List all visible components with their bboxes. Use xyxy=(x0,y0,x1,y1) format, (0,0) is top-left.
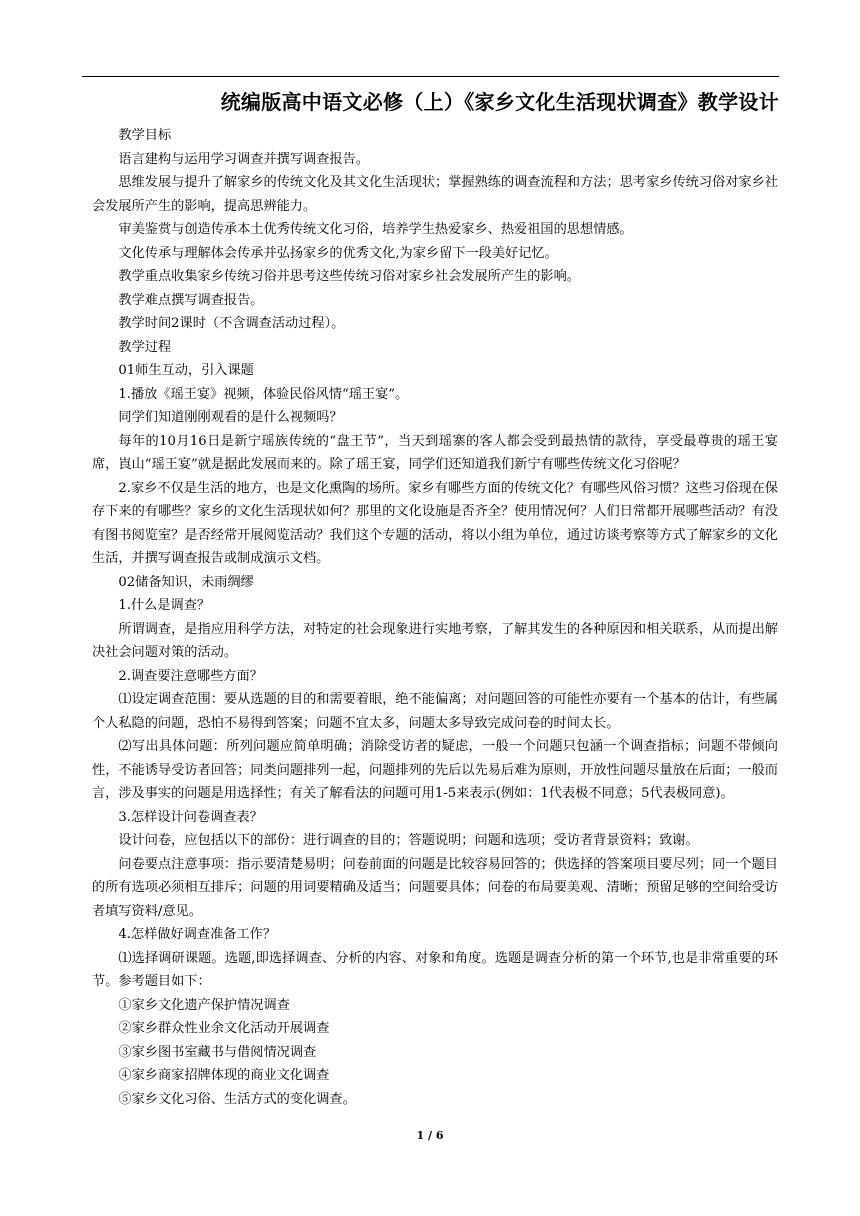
page-number: 1 / 6 xyxy=(416,1129,444,1142)
paragraph: ⑵写出具体问题：所列问题应简单明确；消除受访者的疑虑，一般一个问题只包涵一个调查指标；问题不带倾向性，不能诱导受访者回答；同类问题排列一起，问题排列的先后以先易后难为原则，开放性问题尽量放在后面；一般而言，涉及事实的问题是用选择性；有关了解看法的问题可用1-5来表示(例如：1代表极不同意；5代表极同意)。 xyxy=(92,739,778,801)
paragraph: 文化传承与理解体会传承并弘扬家乡的优秀文化,为家乡留下一段美好记忆。 xyxy=(118,245,558,261)
document-body xyxy=(92,124,778,1111)
subsection-heading: 01师生互动，引入课题 xyxy=(118,363,254,378)
subsection-heading: 02储备知识，未雨绸缪 xyxy=(118,574,254,590)
paragraph: 1.播放《瑶王宴》视频，体验民俗风情“瑶王宴”。 xyxy=(118,386,409,402)
paragraph: 每年的10月16日是新宁瑶族传统的“盘王节”，当天到瑶寨的客人都会受到最热情的款待，享受最尊贵的瑶王宴席，崀山“瑶王宴”就是据此发展而来的。除了瑶王宴，同学们还知道我们新宁有哪些传统文化习俗呢？ xyxy=(92,433,778,472)
paragraph: 语言建构与运用学习调查并撰写调查报告。 xyxy=(118,151,369,167)
list-item: ④家乡商家招牌体现的商业文化调查 xyxy=(118,1068,330,1083)
paragraph: ⑴选择调研课题。选题,即选择调查、分析的内容、对象和角度。选题是调查分析的第一个环节,也是非常重要的环节。参考题目如下： xyxy=(92,950,778,989)
paragraph: 思维发展与提升了解家乡的传统文化及其文化生活现状；掌握熟练的调查流程和方法；思考家乡传统习俗对家乡社会发展所产生的影响，提高思辨能力。 xyxy=(92,175,778,214)
section-heading: 教学过程 xyxy=(118,339,172,355)
header-rule xyxy=(82,76,779,77)
paragraph: 设计问卷，应包括以下的部份：进行调查的目的；答题说明；问题和选项；受访者背景资料；致谢。 xyxy=(118,833,699,848)
question-heading: 2.调查要注意哪些方面？ xyxy=(118,668,263,684)
section-heading: 教学目标 xyxy=(118,128,172,143)
paragraph: 审美鉴赏与创造传承本土优秀传统文化习俗，培养学生热爱家乡、热爱祖国的思想情感。 xyxy=(118,222,633,237)
paragraph: ⑴设定调查范围：要从选题的目的和需要着眼，绝不能偏离；对问题回答的可能性亦要有一个基本的估计，有些属个人私隐的问题，恐怕不易得到答案；问题不宜太多，问题太多导致完成问卷的时间太长。 xyxy=(92,692,778,731)
paragraph: 2.家乡不仅是生活的地方，也是文化熏陶的场所。家乡有哪些方面的传统文化？有哪些风俗习惯？这些习俗现在保存下来的有哪些？家乡的文化生活现状如何？那里的文化设施是否齐全？使用情况何？人们日常都开展哪些活动？有没有图书阅览室？是否经常开展阅览活动？我们这个专题的活动，将以小组为单位，通过访谈考察等方式了解家乡的文化生活，并撰写调查报告或制成演示文档。 xyxy=(92,480,778,566)
question-heading: 4.怎样做好调查准备工作？ xyxy=(118,927,277,942)
list-item: ③家乡图书室藏书与借阅情况调查 xyxy=(118,1044,317,1060)
paragraph: 问卷要点注意事项：指示要清楚易明；问卷前面的问题是比较容易回答的；供选择的答案项目要尽列；同一个题目的所有选项必须相互排斥；问题的用词要精确及适当；问题要具体；问卷的布局要美观、清晰；预留足够的空间给受访者填写资料/意见。 xyxy=(92,856,778,919)
list-item: ⑤家乡文化习俗、生活方式的变化调查。 xyxy=(118,1091,356,1107)
paragraph: 同学们知道刚刚观看的是什么视频吗？ xyxy=(118,410,343,425)
question-heading: 3.怎样设计问卷调查表？ xyxy=(118,809,263,825)
list-item: ②家乡群众性业余文化活动开展调查 xyxy=(118,1021,330,1036)
paragraph: 教学重点收集家乡传统习俗并思考这些传统习俗对家乡社会发展所产生的影响。 xyxy=(118,269,580,284)
list-item: ①家乡文化遗产保护情况调查 xyxy=(118,997,290,1013)
paragraph: 所谓调查，是指应用科学方法，对特定的社会现象进行实地考察，了解其发生的各种原因和相关联系，从而提出解决社会问题对策的活动。 xyxy=(92,621,778,660)
question-heading: 1.什么是调查？ xyxy=(118,598,211,613)
paragraph: 教学难点撰写调查报告。 xyxy=(118,292,264,308)
paragraph: 教学时间2课时（不含调查活动过程）。 xyxy=(118,316,345,331)
document-title: 统编版高中语文必修（上）《家乡文化生活现状调查》教学设计 xyxy=(220,90,779,114)
